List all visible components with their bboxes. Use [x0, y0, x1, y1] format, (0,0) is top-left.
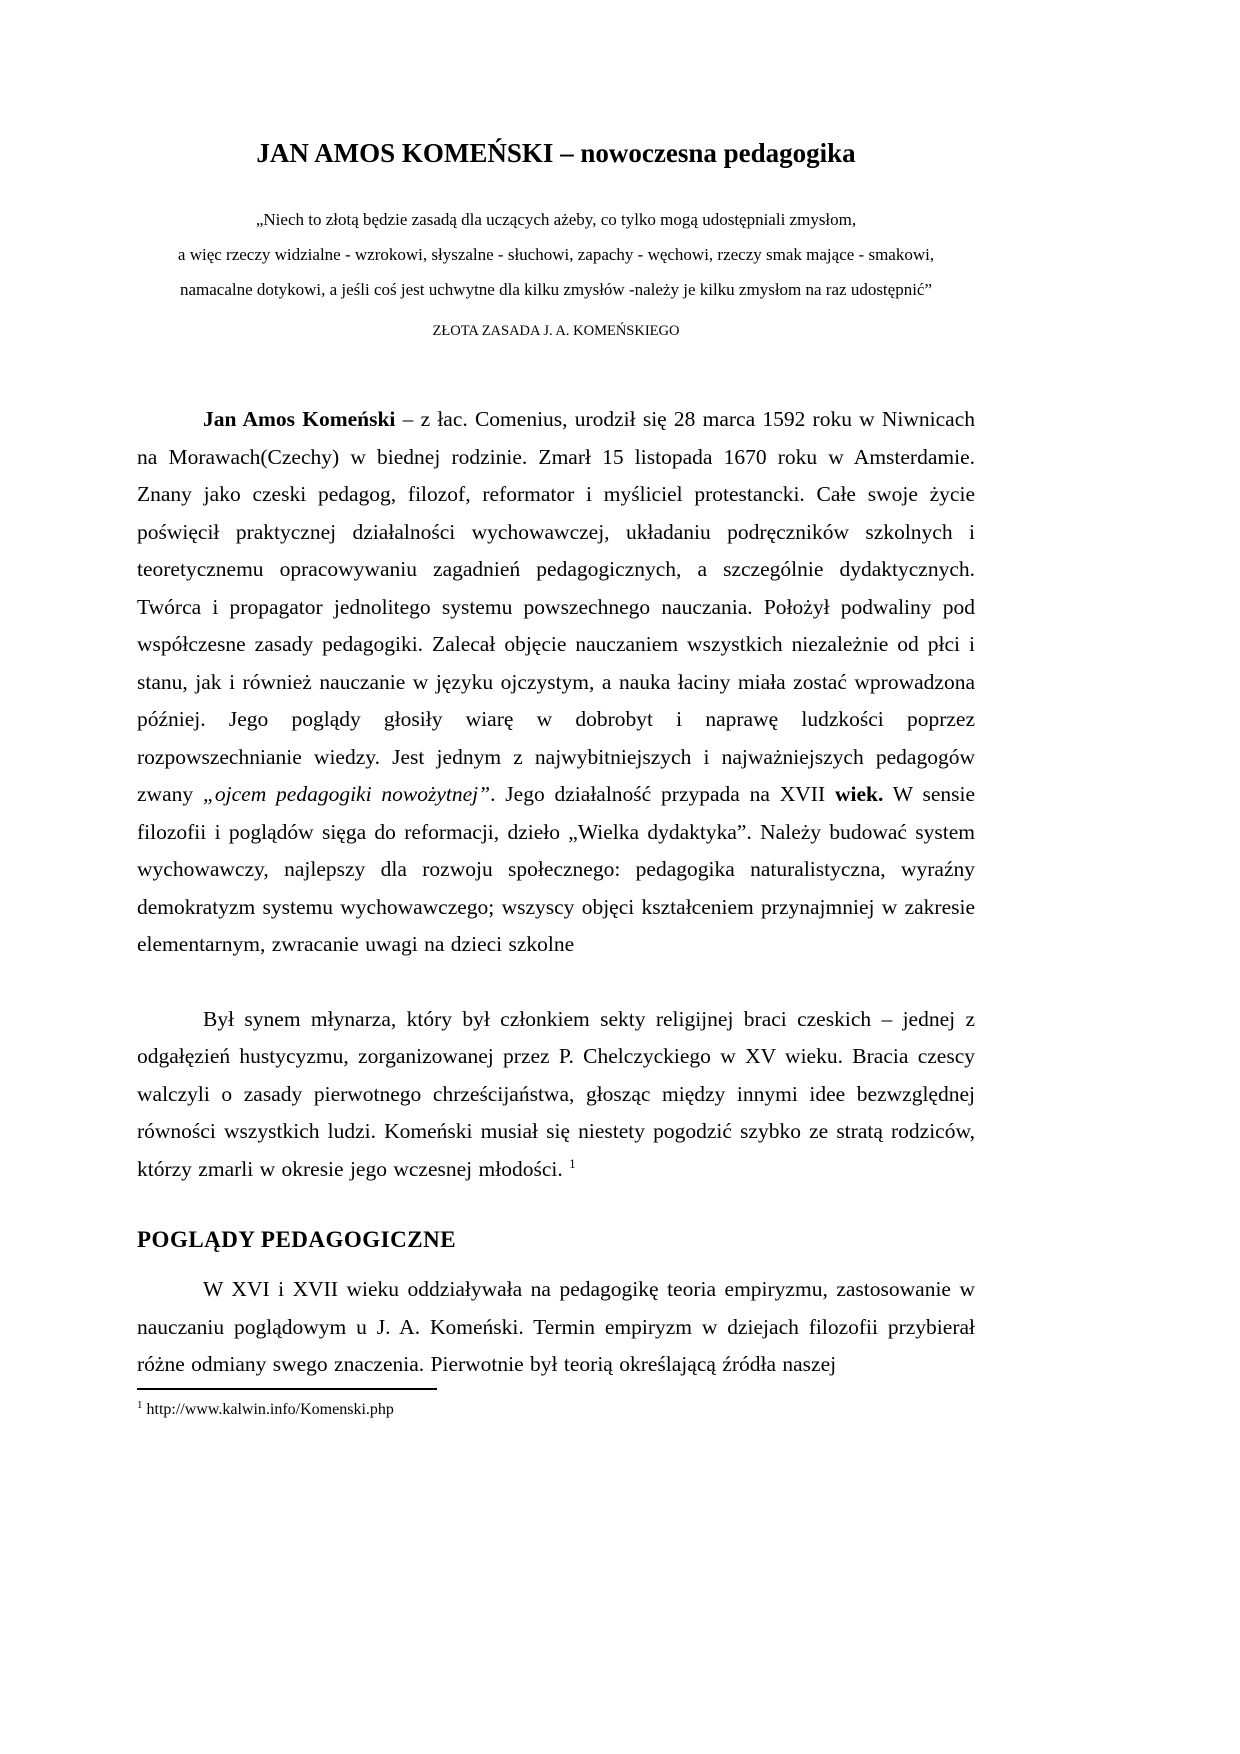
- epigraph-line: a więc rzeczy widzialne - wzrokowi, słyszalne - słuchowi, zapachy - węchowi, rzeczy smak mające - smakowi,: [177, 245, 935, 264]
- paragraph-biography: [137, 401, 975, 964]
- paragraph-text: – z łac. Comenius, urodził się 28 marca 1592 roku w Niwnicach na Morawach(Czechy) w biednej rodzinie. Zmarł 15 listopada 1670 roku w Amsterdamie. Znany jako czeski pedagog, filozof, reformator i myśliciel protestancki. Całe swoje życie poświęcił praktycznej działalności wychowawczej, układaniu podręczników szkolnych i teoretycznemu opracowywaniu zagadnień pedagogicznych, a szczególnie dydaktycznych. Twórca i propagator jednolitego systemu powszechnego nauczania. Położył podwaliny pod współczesne zasady pedagogiki. Zalecał objęcie nauczaniem wszystkich niezależnie od płci i stanu, jak i również nauczanie w języku ojczystym, a nauka łaciny miała zostać wprowadzona później. Jego poglądy głosiły wiarę w dobrobyt i naprawę ludzkości poprzez rozpowszechnianie wiedzy. Jest jednym z najwybitniejszych i najważniejszych pedagogów zwany: [137, 407, 976, 806]
- section-heading: POGLĄDY PEDAGOGICZNE: [137, 1227, 457, 1252]
- footnote: [137, 1399, 975, 1421]
- italic-phrase: „ojcem pedagogiki nowożytnej”: [202, 782, 491, 806]
- epigraph-line: namacalne dotykowi, a jeśli coś jest uchwytne dla kilku zmysłów -należy je kilku zmysłom na raz udostępnić”: [179, 280, 933, 299]
- bold-lead-name: Jan Amos Komeński: [203, 407, 396, 431]
- epigraph-attribution: ZŁOTA ZASADA J. A. KOMEŃSKIEGO: [432, 323, 680, 339]
- paragraph-family: [137, 1001, 975, 1189]
- paragraph-pedagogical-views: [137, 1271, 975, 1384]
- paragraph-text: W sensie filozofii i poglądów sięga do reformacji, dzieło „Wielka dydaktyka”. Należy budować system wychowawczy, najlepszy dla rozwoju społecznego: pedagogika naturalistyczna, wyraźny demokratyzm systemu wychowawczego; wszyscy objęci kształceniem przynajmniej w zakresie elementarnym, zwracanie uwagi na dzieci szkolne: [137, 782, 975, 956]
- paragraph-text: . Jego działalność przypada na XVII: [490, 782, 835, 806]
- footnote-url: http://www.kalwin.info/Komenski.php: [146, 1401, 394, 1418]
- document-title: JAN AMOS KOMEŃSKI – nowoczesna pedagogika: [256, 138, 856, 168]
- footnote-divider: [137, 1388, 437, 1390]
- epigraph-line: „Niech to złotą będzie zasadą dla uczących ażeby, co tylko mogą udostępniali zmysłom,: [255, 210, 857, 229]
- bold-word: wiek.: [834, 782, 884, 806]
- paragraph-text: Był synem młynarza, który był członkiem sekty religijnej braci czeskich – jednej z odgałęzień hustycyzmu, zorganizowanej przez P. Chelczyckiego w XV wieku. Bracia czescy walczyli o zasady pierwotnego chrześcijaństwa, głosząc między innymi idee bezwzględnej równości wszystkich ludzi. Komeński musiał się niestety pogodzić szybko ze stratą rodziców, którzy zmarli w okresie jego wczesnej młodości.: [137, 1006, 975, 1181]
- footnote-reference: 1: [569, 1155, 576, 1171]
- paragraph-text: W XVI i XVII wieku oddziaływała na pedagogikę teoria empiryzmu, zastosowanie w nauczaniu poglądowym u J. A. Komeński. Termin empiryzm w dziejach filozofii przybierał różne odmiany swego znaczenia. Pierwotnie był teorią określającą źródła naszej: [137, 1277, 975, 1376]
- epigraph-quote: [137, 202, 975, 307]
- footnote-area: [137, 1388, 975, 1421]
- footnote-marker: 1: [137, 1398, 143, 1411]
